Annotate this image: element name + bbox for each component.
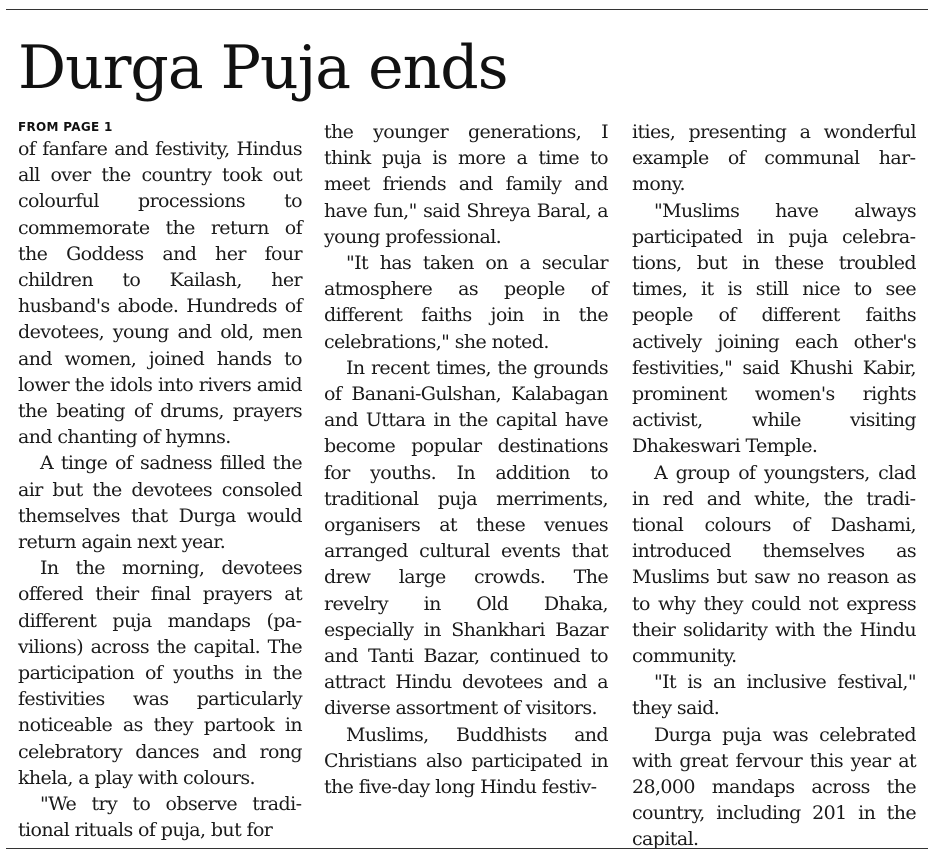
article-column-2: [324, 119, 608, 800]
paragraph: the younger generations, I think puja is more a time to meet friends and family and have fun," said Shreya Baral, a young professional.: [324, 121, 608, 248]
top-rule: [6, 9, 928, 10]
paragraph: "We try to observe traditional rituals of puja, but for: [18, 793, 302, 842]
article-column-3: [632, 119, 916, 853]
paragraph: A tinge of sadness filled the air but the devotees consoled themselves that Durga would return again next year.: [18, 452, 302, 554]
paragraph: "It has taken on a secular atmosphere as people of different faiths join in the celebrations," she noted.: [324, 252, 608, 353]
paragraph: "Muslims have always participated in puja celebrations, but in these troubled times, it is still nice to see people of different faiths actively joining each other's festivities," said Khushi Kabir, prominent women's rights activist, while visiting Dhakeswari Temple.: [632, 199, 916, 458]
paragraph: In recent times, the grounds of Banani-Gulshan, Kalabagan and Uttara in the capital have become popular destinations for youths. In addition to traditional puja merriments, organisers at these venues arranged cultural events that drew large crowds. The revelry in Old Dhaka, especially in Shankhari Bazar and Tanti Bazar, continued to attract Hindu devotees and a diverse assortment of visitors.: [324, 356, 608, 720]
paragraph: of fanfare and festivity, Hindus all over the country took out colourful processions to commemorate the return of the Goddess and her four children to Kailash, her husband's abode. Hundreds of devotees, young and old, men and women, joined hands to lower the idols into rivers amid the beating of drums, prayers and chanting of hymns.: [18, 138, 302, 449]
paragraph: In the morning, devotees offered their final prayers at different puja mandaps (pavilions) across the capital. The participation of youths in the festivities was particularly noticeable as they partook in celebratory dances and rong khela, a play with colours.: [18, 557, 302, 789]
paragraph: Durga puja was celebrated with great fervour this year at 28,000 mandaps across the country, including 201 in the capital.: [632, 723, 916, 851]
article-column-1: [18, 119, 302, 843]
headline: Durga Puja ends: [18, 33, 508, 103]
bottom-rule: [6, 848, 928, 849]
paragraph: Muslims, Buddhists and Christians also participated in the five-day long Hindu festiv-: [324, 723, 608, 799]
kicker: FROM PAGE 1: [18, 120, 113, 134]
paragraph: A group of youngsters, clad in red and white, the traditional colours of Dashami, introduced themselves as Muslims but saw no reason as to why they could not express their solidarity with the Hindu community.: [632, 461, 916, 668]
paragraph: ities, presenting a wonderful example of communal harmony.: [632, 121, 916, 196]
paragraph: "It is an inclusive festival," they said.: [632, 671, 916, 720]
